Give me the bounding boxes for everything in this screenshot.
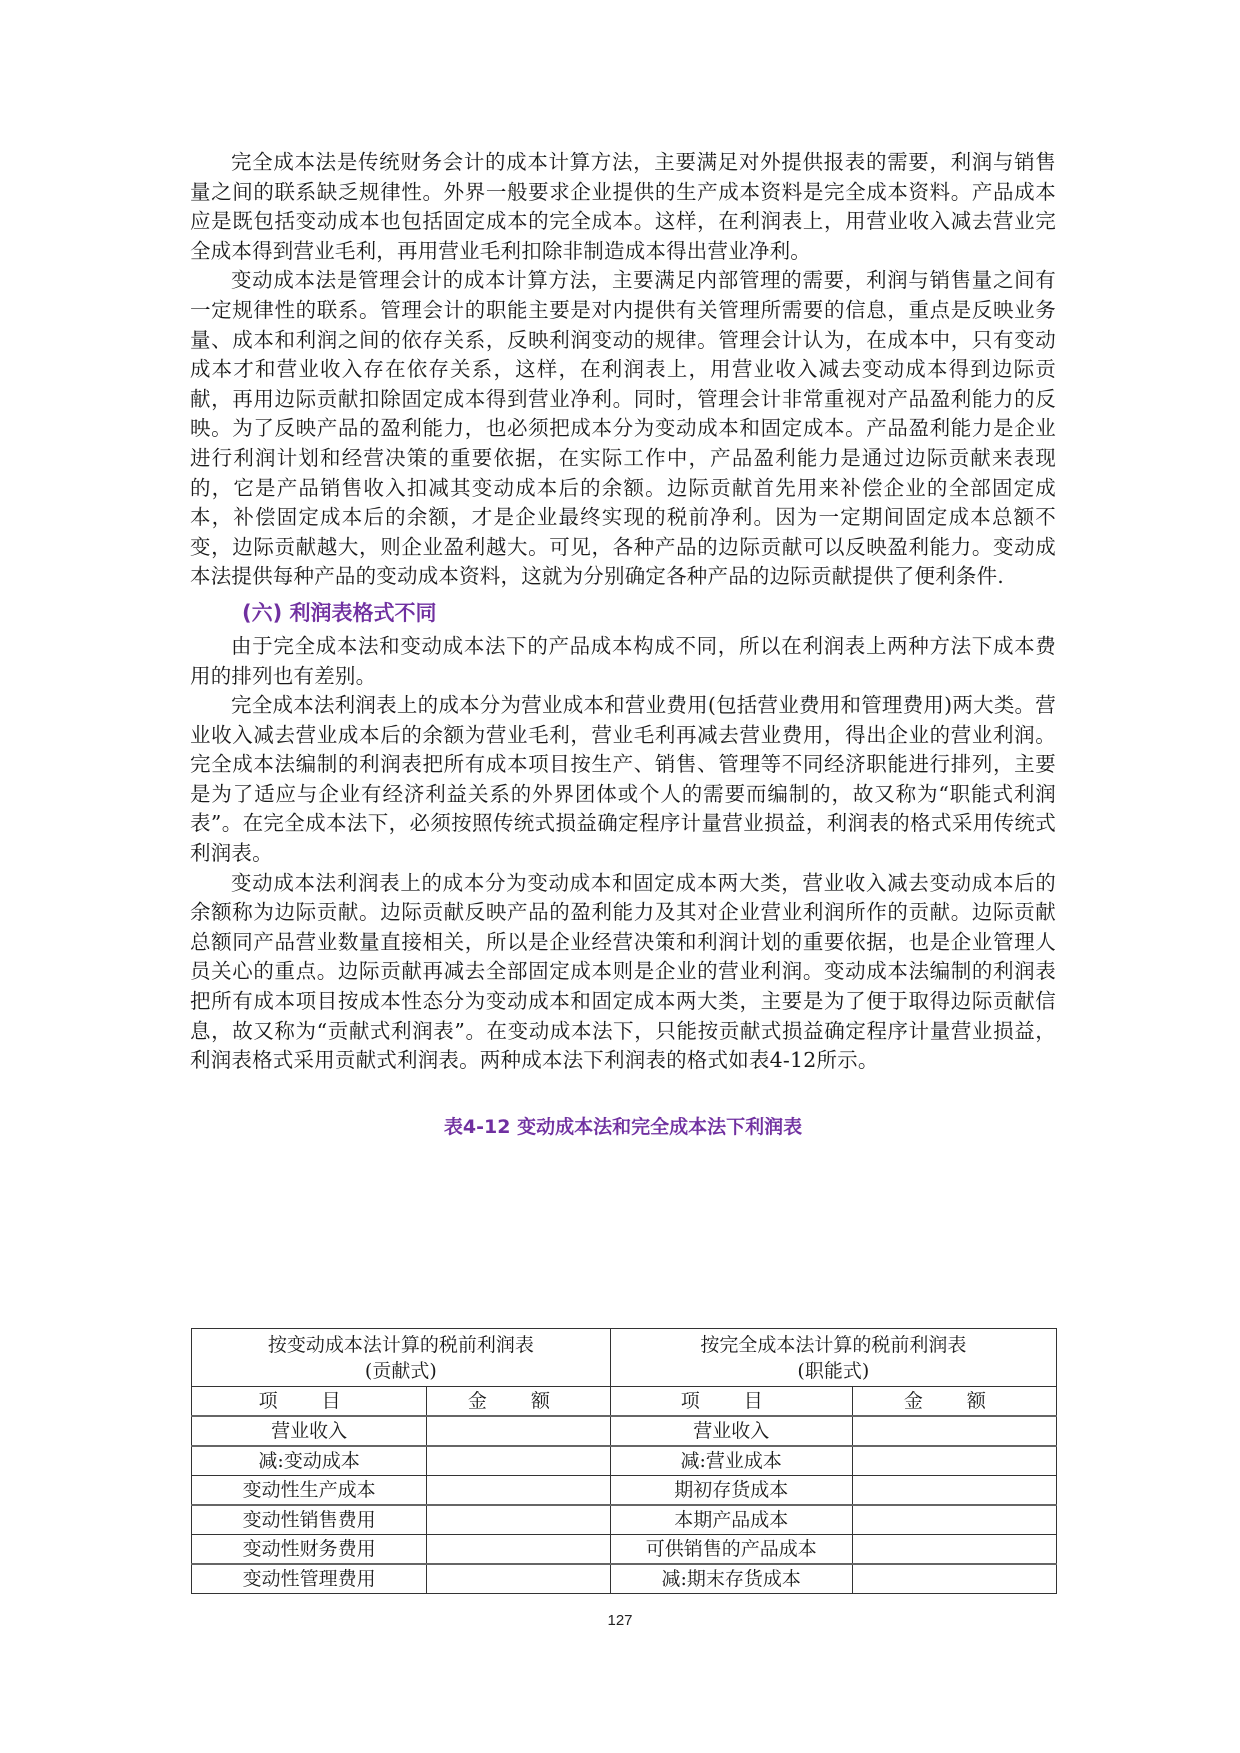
left-amount xyxy=(427,1446,610,1476)
left-item: 变动性生产成本 xyxy=(192,1476,427,1506)
left-col-item: 项 目 xyxy=(192,1387,427,1417)
left-item: 变动性管理费用 xyxy=(192,1564,427,1594)
right-amount xyxy=(852,1446,1056,1476)
left-subtitle: (贡献式) xyxy=(364,1359,437,1382)
table-row xyxy=(192,1564,1057,1594)
column-header-row xyxy=(192,1387,1057,1417)
right-table-title xyxy=(610,1329,1056,1387)
left-item: 变动性销售费用 xyxy=(192,1505,427,1535)
left-amount xyxy=(427,1505,610,1535)
left-amount xyxy=(427,1416,610,1446)
table-row xyxy=(192,1416,1057,1446)
table-row xyxy=(192,1505,1057,1535)
table-row xyxy=(192,1446,1057,1476)
left-item: 变动性财务费用 xyxy=(192,1535,427,1565)
paragraph-full-costing: 完全成本法是传统财务会计的成本计算方法，主要满足对外提供报表的需要，利润与销售量之间的联系缺乏规律性。外界一般要求企业提供的生产成本资料是完全成本资料。产品成本应是既包括变动成本也包括固定成本的完全成本。这样，在利润表上，用营业收入减去营业完全成本得到营业毛利，再用营业毛利扣除非制造成本得出营业净利。 xyxy=(190,150,1056,263)
paragraph-variable-costing: 变动成本法是管理会计的成本计算方法，主要满足内部管理的需要，利润与销售量之间有一定规律性的联系。管理会计的职能主要是对内提供有关管理所需要的信息，重点是反映业务量、成本和利润之间的依存关系，反映利润变动的规律。管理会计认为，在成本中，只有变动成本才和营业收入存在依存关系，这样，在利润表上，用营业收入减去变动成本得到边际贡献，再用边际贡献扣除固定成本得到营业净利。同时，管理会计非常重视对产品盈利能力的反映。为了反映产品的盈利能力，也必须把成本分为变动成本和固定成本。产品盈利能力是企业进行利润计划和经营决策的重要依据，在实际工作中，产品盈利能力是通过边际贡献来表现的，它是产品销售收入扣减其变动成本后的余额。边际贡献首先用来补偿企业的全部固定成本，补偿固定成本后的余额，才是企业最终实现的税前净利。因为一定期间固定成本总额不变，边际贡献越大，则企业盈利越大。可见，各种产品的边际贡献可以反映盈利能力。变动成本法提供每种产品的变动成本资料，这就为分别确定各种产品的边际贡献提供了便利条件. xyxy=(190,268,1056,589)
right-item: 可供销售的产品成本 xyxy=(610,1535,852,1565)
right-item: 减:营业成本 xyxy=(610,1446,852,1476)
right-amount xyxy=(852,1564,1056,1594)
left-table-title xyxy=(192,1329,611,1387)
left-col-amount: 金 额 xyxy=(427,1387,610,1417)
right-col-amount: 金 额 xyxy=(852,1387,1056,1417)
right-amount xyxy=(852,1505,1056,1535)
right-col-item: 项 目 xyxy=(610,1387,852,1417)
right-title: 按完全成本法计算的税前利润表 xyxy=(700,1333,967,1356)
page-number: 127 xyxy=(607,1612,633,1629)
left-amount xyxy=(427,1476,610,1506)
right-amount xyxy=(852,1416,1056,1446)
right-amount xyxy=(852,1476,1056,1506)
left-item: 营业收入 xyxy=(192,1416,427,1446)
table-title-row xyxy=(192,1329,1057,1387)
table-caption: 表4-12 变动成本法和完全成本法下利润表 xyxy=(443,1115,803,1138)
table-row xyxy=(192,1476,1057,1506)
table-row xyxy=(192,1535,1057,1565)
paragraph-contribution-statement: 变动成本法利润表上的成本分为变动成本和固定成本两大类，营业收入减去变动成本后的余额称为边际贡献。边际贡献反映产品的盈利能力及其对企业营业利润所作的贡献。边际贡献总额同产品营业数量直接相关，所以是企业经营决策和利润计划的重要依据，也是企业管理人员关心的重点。边际贡献再减去全部固定成本则是企业的营业利润。变动成本法编制的利润表把所有成本项目按成本性态分为变动成本和固定成本两大类，主要是为了便于取得边际贡献信息，故又称为“贡献式利润表”。在变动成本法下，只能按贡献式损益确定程序计量营业损益，利润表格式采用贡献式利润表。两种成本法下利润表的格式如表4-12所示。 xyxy=(190,870,1056,1073)
paragraph-functional-statement: 完全成本法利润表上的成本分为营业成本和营业费用(包括营业费用和管理费用)两大类。营业收入减去营业成本后的余额为营业毛利，营业毛利再减去营业费用，得出企业的营业利润。完全成本法编制的利润表把所有成本项目按生产、销售、管理等不同经济职能进行排列，主要是为了适应与企业有经济利益关系的外界团体或个人的需要而编制的，故又称为“职能式利润表”。在完全成本法下，必须按照传统式损益确定程序计量营业损益，利润表的格式采用传统式利润表。 xyxy=(190,693,1056,866)
right-item: 本期产品成本 xyxy=(610,1505,852,1535)
left-item: 减:变动成本 xyxy=(192,1446,427,1476)
page-body xyxy=(190,148,1056,1142)
left-amount xyxy=(427,1535,610,1565)
paragraph-intro: 由于完全成本法和变动成本法下的产品成本构成不同，所以在利润表上两种方法下成本费用的排列也有差别。 xyxy=(190,633,1056,688)
right-subtitle: (职能式) xyxy=(797,1359,870,1382)
right-amount xyxy=(852,1535,1056,1565)
section-heading: (六) 利润表格式不同 xyxy=(242,600,437,625)
right-item: 减:期末存货成本 xyxy=(610,1564,852,1594)
right-item: 期初存货成本 xyxy=(610,1476,852,1506)
right-item: 营业收入 xyxy=(610,1416,852,1446)
income-statement-table xyxy=(191,1328,1057,1594)
left-amount xyxy=(427,1564,610,1594)
left-title: 按变动成本法计算的税前利润表 xyxy=(267,1333,534,1356)
